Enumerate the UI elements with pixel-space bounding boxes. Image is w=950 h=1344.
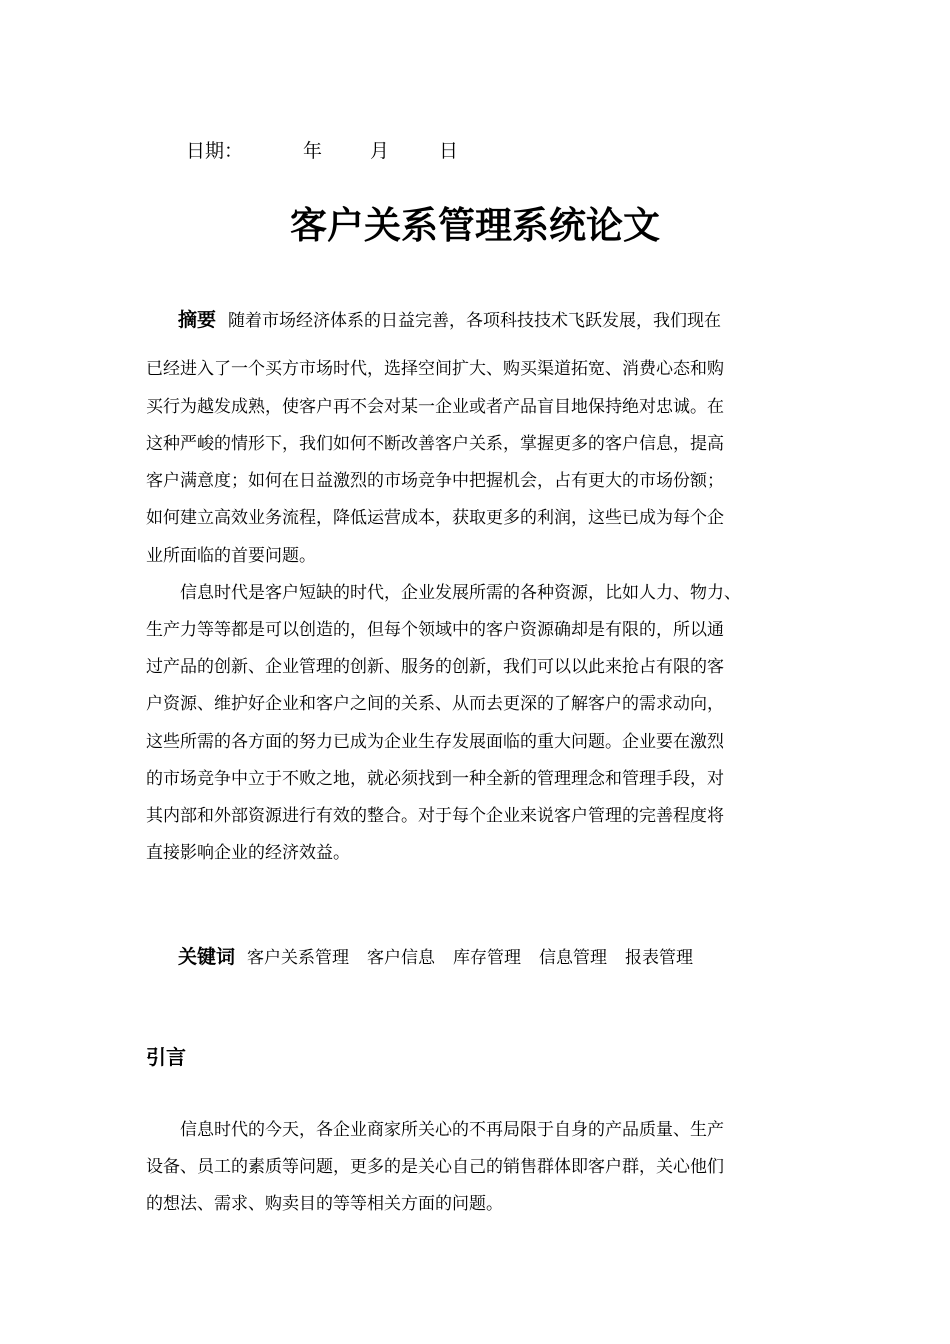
keyword-item: 报表管理 — [625, 948, 694, 968]
abstract-para2-line: 其内部和外部资源进行有效的整合。对于每个企业来说客户管理的完善程度将 — [146, 806, 724, 826]
abstract-line: 客户满意度；如何在日益激烈的市场竞争中把握机会，占有更大的市场份额； — [146, 471, 724, 491]
document-title: 客户关系管理系统论文 — [290, 204, 660, 247]
abstract-para2-line: 直接影响企业的经济效益。 — [146, 843, 350, 863]
keyword-item: 库存管理 — [453, 948, 522, 968]
abstract-line: 这种严峻的情形下，我们如何不断改善客户关系，掌握更多的客户信息，提高 — [146, 434, 724, 454]
keyword-item: 客户关系管理 — [247, 948, 350, 968]
abstract-line: 随着市场经济体系的日益完善，各项科技技术飞跃发展，我们现在 — [228, 311, 722, 331]
abstract-para2-line: 户资源、维护好企业和客户之间的关系、从而去更深的了解客户的需求动向， — [146, 694, 724, 714]
abstract-line: 如何建立高效业务流程，降低运营成本，获取更多的利润，这些已成为每个企 — [146, 508, 724, 528]
intro-line: 信息时代的今天，各企业商家所关心的不再局限于自身的产品质量、生产 — [180, 1120, 724, 1140]
keywords-line — [178, 943, 711, 972]
keyword-item: 客户信息 — [367, 948, 436, 968]
intro-line: 的想法、需求、购卖目的等等相关方面的问题。 — [146, 1194, 503, 1214]
abstract-line: 买行为越发成熟，使客户再不会对某一企业或者产品盲目地保持绝对忠诚。在 — [146, 397, 724, 417]
date-label: 日期： — [186, 140, 244, 162]
abstract-para2-line: 过产品的创新、企业管理的创新、服务的创新，我们可以以此来抢占有限的客 — [146, 657, 724, 677]
keyword-item: 信息管理 — [539, 948, 608, 968]
abstract-label: 摘要 — [178, 309, 217, 331]
abstract-first-line — [178, 306, 721, 335]
abstract-line: 已经进入了一个买方市场时代，选择空间扩大、购买渠道拓宽、消费心态和购 — [146, 359, 724, 379]
intro-line: 设备、员工的素质等问题，更多的是关心自己的销售群体即客户群，关心他们 — [146, 1157, 724, 1177]
date-year: 年 — [303, 140, 323, 162]
date-month: 月 — [370, 140, 390, 162]
date-day: 日 — [439, 140, 459, 162]
intro-heading: 引言 — [146, 1045, 186, 1069]
abstract-line: 业所面临的首要问题。 — [146, 546, 316, 566]
abstract-para2-line: 信息时代是客户短缺的时代，企业发展所需的各种资源，比如人力、物力、 — [180, 583, 741, 603]
abstract-para2-line: 这些所需的各方面的努力已成为企业生存发展面临的重大问题。企业要在激烈 — [146, 732, 724, 752]
abstract-para2-line: 生产力等等都是可以创造的，但每个领域中的客户资源确却是有限的，所以通 — [146, 620, 724, 640]
abstract-para2-line: 的市场竞争中立于不败之地，就必须找到一种全新的管理理念和管理手段，对 — [146, 769, 724, 789]
keywords-label: 关键词 — [178, 946, 236, 968]
date-line — [186, 139, 458, 163]
